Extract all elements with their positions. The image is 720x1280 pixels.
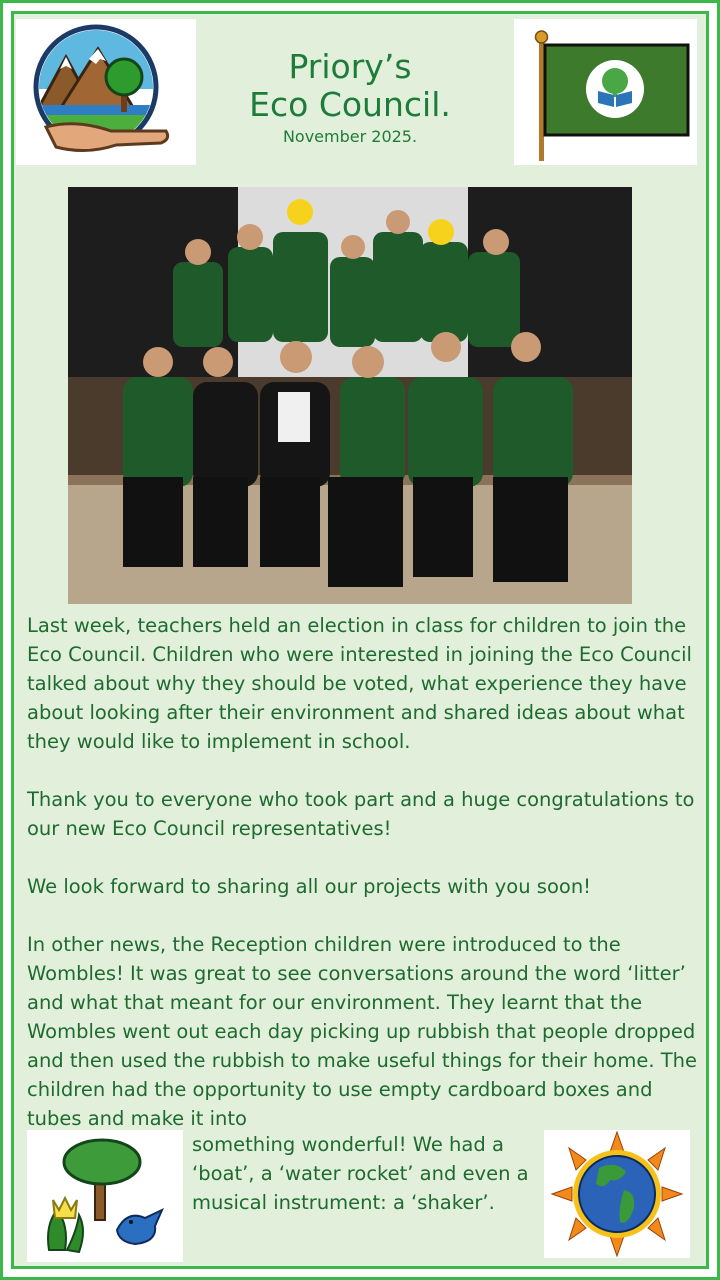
- earth-sun-icon: [544, 1130, 690, 1258]
- paragraph-projects: We look forward to sharing all our projects with you soon!: [27, 875, 591, 898]
- nature-illustration: [27, 1130, 183, 1262]
- tree-tulip-bird-icon: [27, 1130, 183, 1262]
- closing-text: [192, 1130, 532, 1217]
- paragraph-election: Last week, teachers held an election in class for children to join the Eco Council. Children who were interested in joining the Eco Council talked about why they should be voted, what experience they have about looking after their environment and shared ideas about what they would like to implement in school.: [27, 614, 692, 753]
- title-line-2: Eco Council.: [249, 85, 451, 124]
- paragraph-gap: [27, 843, 697, 872]
- group-photo-illustration: [68, 187, 632, 604]
- article-body: [27, 611, 697, 1133]
- paragraph-gap: [27, 901, 697, 930]
- page-title: [200, 48, 500, 148]
- paragraph-creations: something wonderful! We had a ‘boat’, a ‘water rocket’ and even a musical instrument: a ‘shaker’.: [192, 1133, 529, 1214]
- eco-schools-flag-icon: [514, 19, 697, 165]
- paragraph-gap: [27, 756, 697, 785]
- paragraph-thanks: Thank you to everyone who took part and a huge congratulations to our new Eco Council representatives!: [27, 788, 695, 840]
- title-line-1: Priory’s: [288, 47, 412, 86]
- issue-date: November 2025.: [282, 127, 418, 146]
- eco-logo: [16, 19, 196, 165]
- earth-illustration: [544, 1130, 690, 1258]
- paragraph-wombles: In other news, the Reception children were introduced to the Wombles! It was great to see conversations around the word ‘litter’ and what that meant for our environment. They learnt that the Wombles went out each day picking up rubbish that people dropped and then used the rubbish to make useful things for their home. The children had the opportunity to use empty cardboard boxes and tubes and make it into: [27, 933, 697, 1130]
- eco-schools-flag: [514, 19, 697, 165]
- group-photo: [68, 187, 632, 604]
- mountains-tree-hand-icon: [16, 19, 196, 165]
